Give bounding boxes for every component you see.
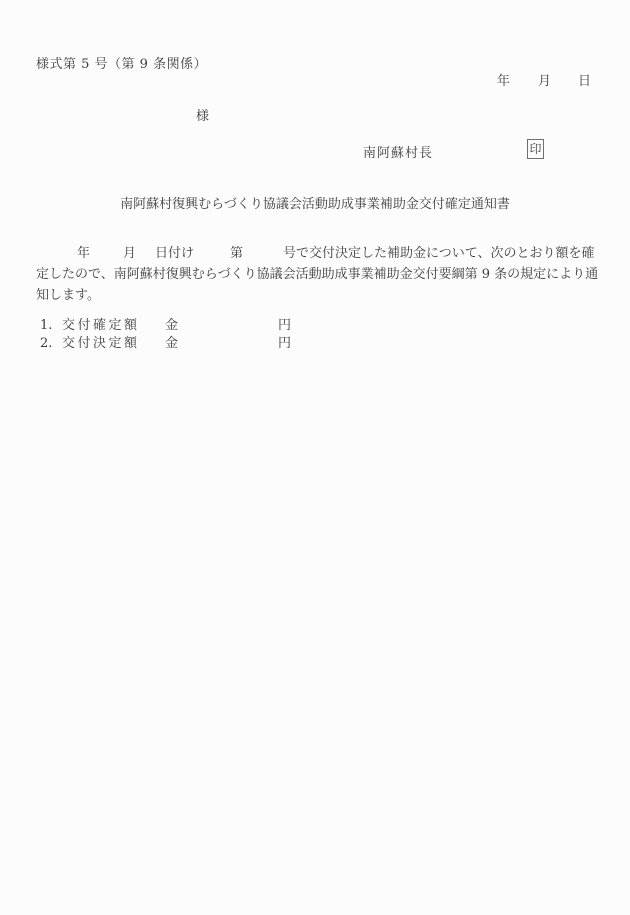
body-fill-line <box>36 243 600 264</box>
body-paragraph <box>36 243 600 306</box>
item-label: 交付確定額 <box>62 318 140 333</box>
date-day-label: 日 <box>578 74 592 89</box>
date-year-label: 年 <box>497 74 511 89</box>
body-line-3: 知します。 <box>36 288 100 303</box>
currency-suffix: 円 <box>278 336 292 351</box>
date-month-label: 月 <box>538 74 552 89</box>
currency-prefix: 金 <box>165 336 179 351</box>
item-row-determined-amount <box>40 317 291 335</box>
currency-suffix: 円 <box>278 318 292 333</box>
item-number: 1. <box>40 318 53 333</box>
issuer-title: 南阿蘇村長 <box>363 146 434 161</box>
fill-number-prefix-label: 第 <box>230 246 244 261</box>
item-number: 2. <box>40 336 53 351</box>
fill-year-label: 年 <box>77 246 91 261</box>
date-line <box>0 70 630 89</box>
form-number: 様式第 5 号（第 9 条関係） <box>36 57 208 72</box>
item-row-decided-amount <box>40 335 291 353</box>
body-line-2: 定したので、南阿蘇村復興むらづくり協議会活動助成事業補助金交付要綱第 9 条の規定により通 <box>36 267 599 282</box>
fill-month-label: 月 <box>123 246 137 261</box>
fill-day-suffix-label: 日付け <box>155 246 195 261</box>
body-line-1-text: 号で交付決定した補助金について、次のとおり額を確 <box>283 246 595 261</box>
addressee-honorific: 様 <box>196 109 210 124</box>
seal-icon: 印 <box>529 142 542 156</box>
amount-items-list <box>40 317 291 353</box>
currency-prefix: 金 <box>165 318 179 333</box>
seal-stamp-box <box>527 139 544 159</box>
item-label: 交付決定額 <box>62 336 140 351</box>
document-title: 南阿蘇村復興むらづくり協議会活動助成事業補助金交付確定通知書 <box>120 197 510 212</box>
